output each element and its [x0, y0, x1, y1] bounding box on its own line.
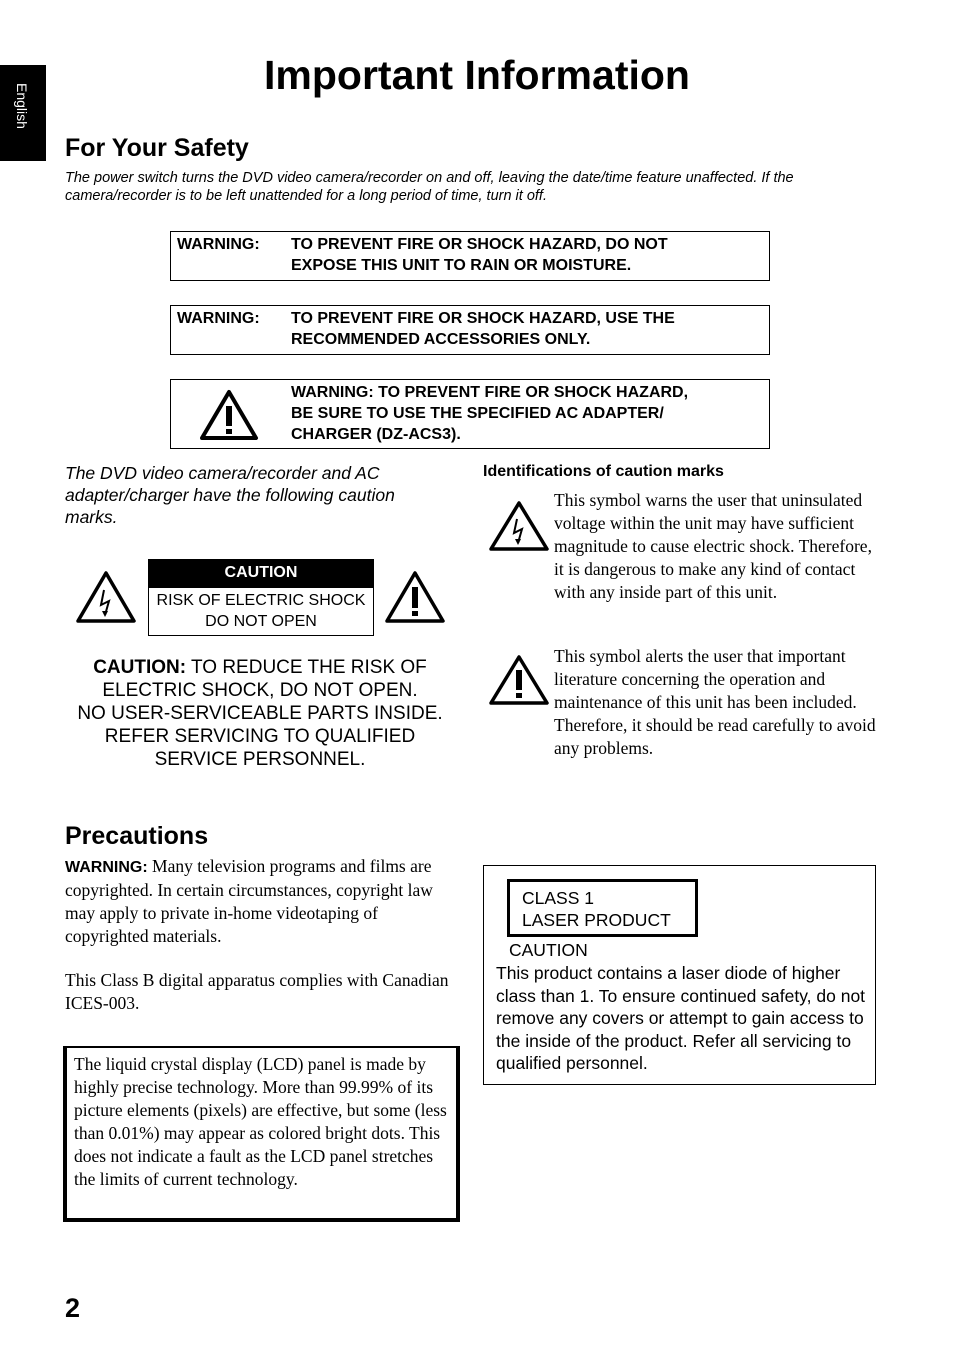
copyright-warning — [65, 855, 457, 948]
warning-box-1 — [170, 231, 770, 281]
warning-text-line: TO PREVENT FIRE OR SHOCK HAZARD, DO NOT — [291, 236, 668, 253]
laser-caution-label: CAUTION — [509, 940, 588, 960]
caution-statement-line: NO USER-SERVICEABLE PARTS INSIDE. — [77, 703, 443, 724]
laser-notice-box — [483, 865, 876, 1085]
caution-statement — [60, 656, 460, 771]
exclamation-triangle-icon — [384, 570, 446, 624]
warning-text-line: RECOMMENDED ACCESSORIES ONLY. — [291, 331, 591, 348]
laser-class-label — [507, 879, 698, 937]
warning-box-2 — [170, 305, 770, 355]
lightning-triangle-icon — [488, 500, 550, 552]
page-title: Important Information — [264, 52, 690, 98]
warning-label: WARNING: — [177, 236, 260, 253]
identifications-heading: Identifications of caution marks — [483, 463, 724, 480]
exclamation-triangle-icon — [199, 389, 259, 441]
safety-heading: For Your Safety — [65, 134, 249, 162]
warning-text-line: TO PREVENT FIRE OR SHOCK HAZARD, USE THE — [291, 310, 675, 327]
warning-text-line: CHARGER (DZ-ACS3). — [291, 426, 461, 443]
lightning-description: This symbol warns the user that uninsulated voltage within the unit may have sufficient magnitude to cause electric shock. Therefore, it is dangerous to make any kind of contact with any inside part of this unit. — [554, 490, 872, 602]
warning-text-line: WARNING: TO PREVENT FIRE OR SHOCK HAZARD, — [291, 384, 689, 401]
copyright-warning-text: Many television programs and films are copyrighted. In certain circumstances, copyright law may apply to private in-home videotaping of copyrighted materials. — [65, 856, 433, 946]
laser-class-line: CLASS 1 — [522, 888, 594, 908]
caution-statement-line: SERVICE PERSONNEL. — [154, 749, 366, 770]
language-tab-label: English — [14, 83, 30, 129]
safety-intro: The power switch turns the DVD video camera/recorder on and off, leaving the date/time feature unaffected. If the camera/recorder is to be left unattended for a long period of time, turn it off. — [65, 170, 794, 204]
lightning-triangle-icon — [75, 570, 137, 624]
warning-text — [291, 382, 688, 445]
caution-statement-line: REFER SERVICING TO QUALIFIED — [104, 726, 416, 747]
warning-text-line: BE SURE TO USE THE SPECIFIED AC ADAPTER/ — [291, 405, 664, 422]
warning-text — [291, 234, 668, 276]
precautions-heading: Precautions — [65, 822, 209, 850]
copyright-warning-lead: WARNING: — [65, 859, 148, 876]
exclamation-triangle-icon — [488, 654, 550, 706]
caution-label-header: CAUTION — [149, 560, 373, 588]
marks-intro: The DVD video camera/recorder and AC adapter/charger have the following caution marks. — [65, 463, 395, 527]
page-number: 2 — [65, 1293, 81, 1323]
warning-box-3 — [170, 379, 770, 449]
caution-statement-lead: CAUTION: — [93, 657, 187, 678]
warning-text-line: EXPOSE THIS UNIT TO RAIN OR MOISTURE. — [291, 257, 632, 274]
lcd-notice-box — [63, 1046, 460, 1222]
caution-label-line: RISK OF ELECTRIC SHOCK — [156, 592, 366, 609]
caution-label-body — [149, 590, 373, 632]
caution-label — [148, 559, 374, 636]
warning-label: WARNING: — [177, 310, 260, 327]
class-b-statement: This Class B digital apparatus complies with Canadian ICES-003. — [65, 970, 449, 1013]
laser-caution-text: This product contains a laser diode of higher class than 1. To ensure continued safety, do not remove any covers or attempt to gain access to the inside of the product. Refer all servicing to qualified personnel. — [496, 963, 866, 1073]
exclamation-description: This symbol alerts the user that important literature concerning the operation and maintenance of this unit has been included. Therefore, it should be read carefully to avoid any problems. — [554, 646, 876, 758]
warning-text — [291, 308, 675, 350]
caution-statement-line: ELECTRIC SHOCK, DO NOT OPEN. — [102, 680, 418, 701]
laser-class-line: LASER PRODUCT — [522, 910, 671, 930]
caution-label-line: DO NOT OPEN — [205, 613, 317, 630]
lcd-notice-text: The liquid crystal display (LCD) panel is made by highly precise technology. More than 99.99% of its picture elements (pixels) are effective, but some (less than 0.01%) may appear as colored bright dots. This does not indicate a fault as the LCD panel stretches the limits of current technology. — [74, 1054, 447, 1189]
caution-statement-line: TO REDUCE THE RISK OF — [186, 657, 427, 678]
